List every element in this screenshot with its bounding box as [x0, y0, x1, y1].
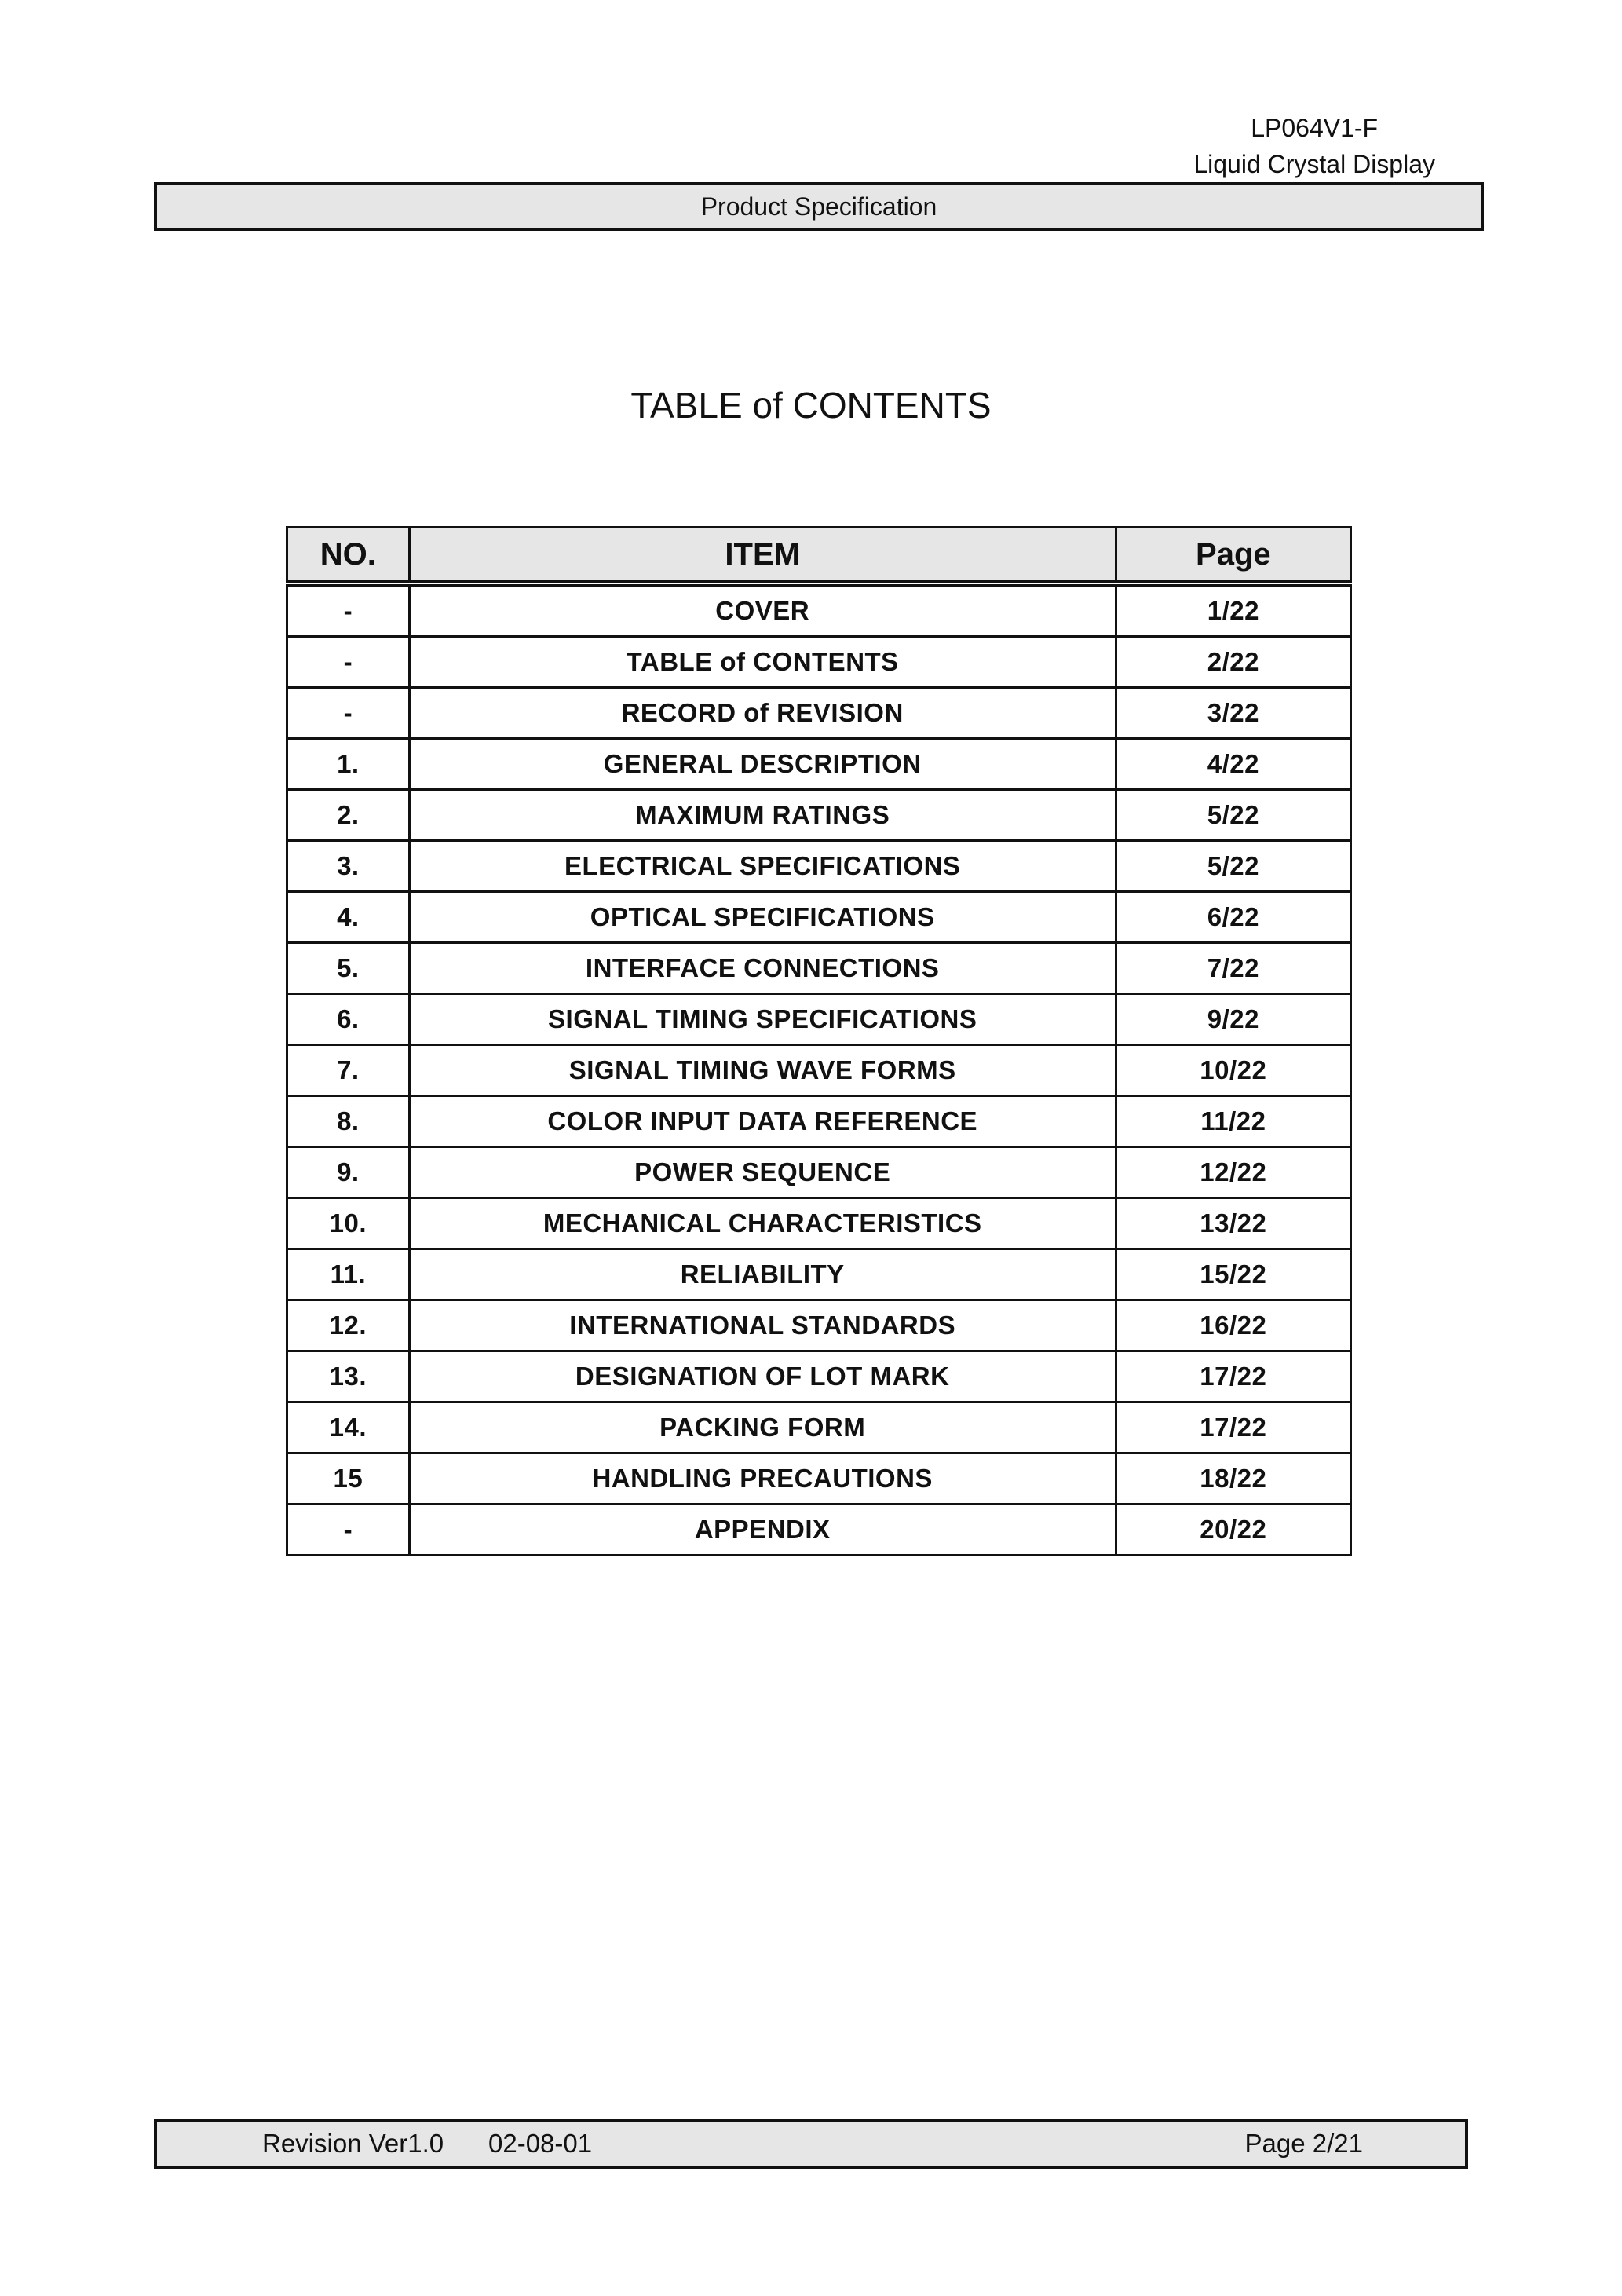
toc-number: 1. — [287, 739, 410, 790]
toc-number: 9. — [287, 1147, 410, 1198]
toc-number: 4. — [287, 892, 410, 943]
revision-date: 02-08-01 — [488, 2129, 593, 2158]
document-header — [1193, 110, 1435, 182]
page-title: TABLE of CONTENTS — [630, 385, 992, 426]
toc-item: GENERAL DESCRIPTION — [409, 739, 1116, 790]
toc-page: 12/22 — [1116, 1147, 1350, 1198]
toc-item: ELECTRICAL SPECIFICATIONS — [409, 841, 1116, 892]
toc-row — [287, 1402, 1351, 1453]
toc-page: 4/22 — [1116, 739, 1350, 790]
toc-page: 1/22 — [1116, 583, 1350, 637]
toc-number: 11. — [287, 1249, 410, 1300]
toc-number: - — [287, 688, 410, 739]
toc-page: 5/22 — [1116, 841, 1350, 892]
toc-row — [287, 943, 1351, 994]
toc-row — [287, 1198, 1351, 1249]
toc-item: RECORD of REVISION — [409, 688, 1116, 739]
toc-item: APPENDIX — [409, 1504, 1116, 1556]
toc-item: POWER SEQUENCE — [409, 1147, 1116, 1198]
revision-label: Revision Ver1.0 — [262, 2129, 444, 2158]
document-subtitle: Liquid Crystal Display — [1193, 150, 1435, 178]
toc-row — [287, 1147, 1351, 1198]
toc-number: 7. — [287, 1045, 410, 1096]
toc-row — [287, 892, 1351, 943]
toc-item: COVER — [409, 583, 1116, 637]
toc-page: 10/22 — [1116, 1045, 1350, 1096]
toc-number: 8. — [287, 1096, 410, 1147]
toc-item: SIGNAL TIMING SPECIFICATIONS — [409, 994, 1116, 1045]
toc-page: 11/22 — [1116, 1096, 1350, 1147]
toc-row — [287, 739, 1351, 790]
toc-table — [286, 526, 1352, 1556]
toc-number: - — [287, 1504, 410, 1556]
toc-row — [287, 637, 1351, 688]
toc-item: PACKING FORM — [409, 1402, 1116, 1453]
toc-page: 6/22 — [1116, 892, 1350, 943]
toc-page: 5/22 — [1116, 790, 1350, 841]
toc-page: 2/22 — [1116, 637, 1350, 688]
toc-row — [287, 1096, 1351, 1147]
toc-item: COLOR INPUT DATA REFERENCE — [409, 1096, 1116, 1147]
toc-row — [287, 994, 1351, 1045]
toc-number: 5. — [287, 943, 410, 994]
toc-page: 17/22 — [1116, 1351, 1350, 1402]
toc-number: 12. — [287, 1300, 410, 1351]
toc-page: 9/22 — [1116, 994, 1350, 1045]
toc-page: 3/22 — [1116, 688, 1350, 739]
toc-item: INTERNATIONAL STANDARDS — [409, 1300, 1116, 1351]
toc-item: RELIABILITY — [409, 1249, 1116, 1300]
toc-page: 17/22 — [1116, 1402, 1350, 1453]
toc-item: DESIGNATION OF LOT MARK — [409, 1351, 1116, 1402]
toc-number: 13. — [287, 1351, 410, 1402]
toc-number: 3. — [287, 841, 410, 892]
column-header-no: NO. — [287, 528, 410, 584]
toc-page: 16/22 — [1116, 1300, 1350, 1351]
page-footer — [154, 2119, 1468, 2169]
toc-row — [287, 790, 1351, 841]
toc-number: 2. — [287, 790, 410, 841]
toc-item: INTERFACE CONNECTIONS — [409, 943, 1116, 994]
toc-row — [287, 1351, 1351, 1402]
toc-page: 7/22 — [1116, 943, 1350, 994]
toc-number: 10. — [287, 1198, 410, 1249]
toc-number: - — [287, 583, 410, 637]
toc-page: 20/22 — [1116, 1504, 1350, 1556]
toc-number: 6. — [287, 994, 410, 1045]
toc-item: OPTICAL SPECIFICATIONS — [409, 892, 1116, 943]
toc-row — [287, 688, 1351, 739]
model-number: LP064V1-F — [1251, 114, 1379, 142]
toc-row — [287, 1453, 1351, 1504]
product-specification-bar: Product Specification — [154, 182, 1484, 231]
toc-number: - — [287, 637, 410, 688]
toc-row — [287, 583, 1351, 637]
toc-page: 18/22 — [1116, 1453, 1350, 1504]
toc-page: 13/22 — [1116, 1198, 1350, 1249]
column-header-page: Page — [1116, 528, 1350, 584]
toc-row — [287, 841, 1351, 892]
toc-row — [287, 1045, 1351, 1096]
toc-header-row — [287, 528, 1351, 584]
toc-row — [287, 1249, 1351, 1300]
toc-row — [287, 1504, 1351, 1556]
toc-number: 15 — [287, 1453, 410, 1504]
toc-item: MAXIMUM RATINGS — [409, 790, 1116, 841]
toc-item: TABLE of CONTENTS — [409, 637, 1116, 688]
toc-item: HANDLING PRECAUTIONS — [409, 1453, 1116, 1504]
column-header-item: ITEM — [409, 528, 1116, 584]
page-number: Page 2/21 — [1244, 2129, 1363, 2158]
toc-number: 14. — [287, 1402, 410, 1453]
toc-item: MECHANICAL CHARACTERISTICS — [409, 1198, 1116, 1249]
toc-item: SIGNAL TIMING WAVE FORMS — [409, 1045, 1116, 1096]
toc-page: 15/22 — [1116, 1249, 1350, 1300]
toc-row — [287, 1300, 1351, 1351]
